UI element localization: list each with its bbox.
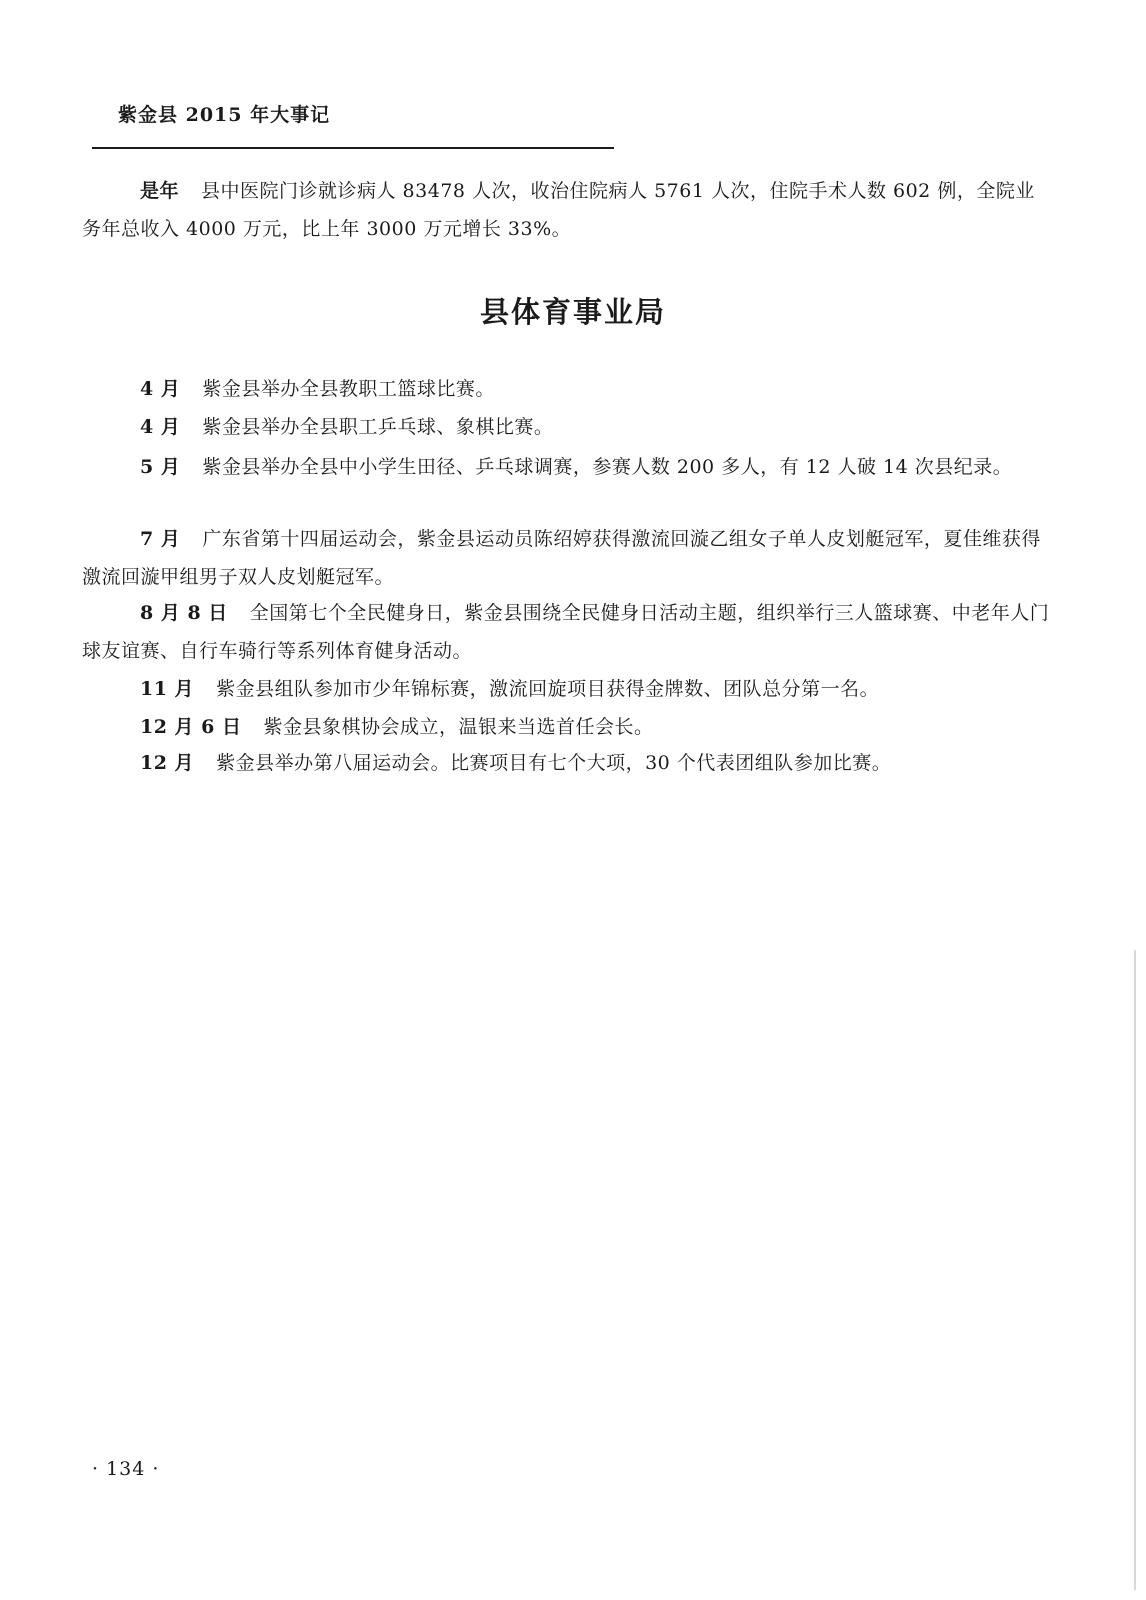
event-text: 紫金县举办全县职工乒乓球、象棋比赛。	[202, 416, 554, 438]
event-item	[82, 670, 1054, 708]
event-date: 12 月 6 日	[140, 716, 242, 738]
event-date: 4 月	[140, 378, 181, 400]
event-item	[82, 744, 1054, 782]
page-number: · 134 ·	[92, 1458, 160, 1480]
intro-label: 是年	[140, 180, 180, 202]
event-item	[82, 520, 1054, 596]
event-item	[82, 594, 1054, 670]
event-text: 紫金县举办全县教职工篮球比赛。	[202, 378, 495, 400]
scan-edge-shadow	[1134, 950, 1136, 1590]
header-divider	[92, 147, 614, 149]
event-item	[82, 448, 1054, 486]
event-date: 4 月	[140, 416, 181, 438]
section-title: 县体育事业局	[479, 295, 666, 329]
event-item	[82, 708, 1054, 746]
event-text: 广东省第十四届运动会，紫金县运动员陈绍婷获得激流回漩乙组女子单人皮划艇冠军，夏佳维获得激流回漩甲组男子双人皮划艇冠军。	[82, 528, 1041, 588]
event-text: 紫金县举办全县中小学生田径、乒乓球调赛，参赛人数 200 多人，有 12 人破 14 次县纪录。	[202, 456, 1013, 478]
event-date: 5 月	[140, 456, 181, 478]
event-text: 全国第七个全民健身日，紫金县围绕全民健身日活动主题，组织举行三人篮球赛、中老年人门球友谊赛、自行车骑行等系列体育健身活动。	[82, 602, 1050, 662]
event-date: 12 月	[140, 752, 195, 774]
running-header: 紫金县 2015 年大事记	[118, 104, 331, 126]
event-text: 紫金县组队参加市少年锦标赛，激流回旋项目获得金牌数、团队总分第一名。	[216, 678, 880, 700]
event-date: 7 月	[140, 528, 181, 550]
event-text: 紫金县象棋协会成立，温银来当选首任会长。	[263, 716, 654, 738]
event-text: 紫金县举办第八届运动会。比赛项目有七个大项，30 个代表团组队参加比赛。	[216, 752, 892, 774]
event-item	[82, 370, 1054, 408]
event-date: 11 月	[140, 678, 195, 700]
intro-text: 县中医院门诊就诊病人 83478 人次，收治住院病人 5761 人次，住院手术人数 602 例，全院业务年总收入 4000 万元，比上年 3000 万元增长 33%。	[82, 180, 1035, 240]
intro-paragraph	[82, 172, 1054, 248]
event-item	[82, 408, 1054, 446]
event-date: 8 月 8 日	[140, 602, 228, 624]
